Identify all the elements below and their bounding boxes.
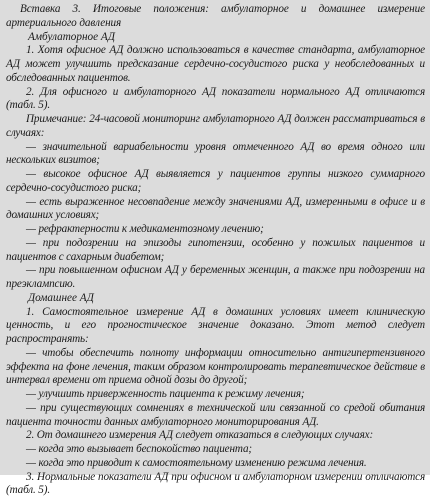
list-item: — чтобы обеспечить полноту информации относительно антигипертензивного эффекта на фоне лечения, таким образом контролировать терапевтическое действие в интервал времени от приема одной дозы до другой; xyxy=(6,347,425,388)
list-item: — улучшить приверженность пациента к режиму лечения; xyxy=(6,388,425,402)
paragraph: 2. От домашнего измерения АД следует отказаться в следующих случаях: xyxy=(6,429,425,443)
list-item: — при существующих сомнениях в технической или связанной со средой обитания пациента точности данных амбулаторного мониторирования АД. xyxy=(6,402,425,430)
list-item: — рефрактерности к медикаментозному лечению; xyxy=(6,223,425,237)
list-item: — значительной вариабельности уровня отмеченного АД во время одного или нескольких визитов; xyxy=(6,141,425,169)
list-item: — есть выраженное несовпадение между значениями АД, измеренными в офисе и в домашних условиях; xyxy=(6,196,425,224)
list-item: — когда это приводит к самостоятельному изменению режима лечения. xyxy=(6,457,425,471)
paragraph: 1. Самостоятельное измерение АД в домашних условиях имеет клиническую ценность, и его прогностическое значение доказано. Этот метод следует распространять: xyxy=(6,306,425,347)
section-heading-home: Домашнее АД xyxy=(6,292,425,306)
box-title: Вставка 3. Итоговые положения: амбулаторное и домашнее измерение артериального давления xyxy=(6,3,425,31)
list-item: — при повышенном офисном АД у беременных женщин, а также при подозрении на преэклампсию. xyxy=(6,264,425,292)
paragraph: 1. Хотя офисное АД должно использоваться в качестве стандарта, амбулаторное АД может улучшить предсказание сердечно-сосудистого риска у необследованных и обследованных пациентов. xyxy=(6,44,425,85)
list-item: — когда это вызывает беспокойство пациента; xyxy=(6,443,425,457)
paragraph: 3. Нормальные показатели АД при офисном и амбулаторном измерении отличаются (табл. 5). xyxy=(6,471,425,498)
list-item: — при подозрении на эпизоды гипотензии, особенно у пожилых пациентов и пациентов с сахарным диабетом; xyxy=(6,237,425,265)
note-paragraph: Примечание: 24-часовой мониторинг амбулаторного АД должен рассматриваться в случаях: xyxy=(6,113,425,141)
list-item: — высокое офисное АД выявляется у пациентов группы низкого суммарного сердечно-сосудистого риска; xyxy=(6,168,425,196)
section-heading-ambulatory: Амбулаторное АД xyxy=(6,31,425,45)
paragraph: 2. Для офисного и амбулаторного АД показатели нормального АД отличаются (табл. 5). xyxy=(6,86,425,114)
